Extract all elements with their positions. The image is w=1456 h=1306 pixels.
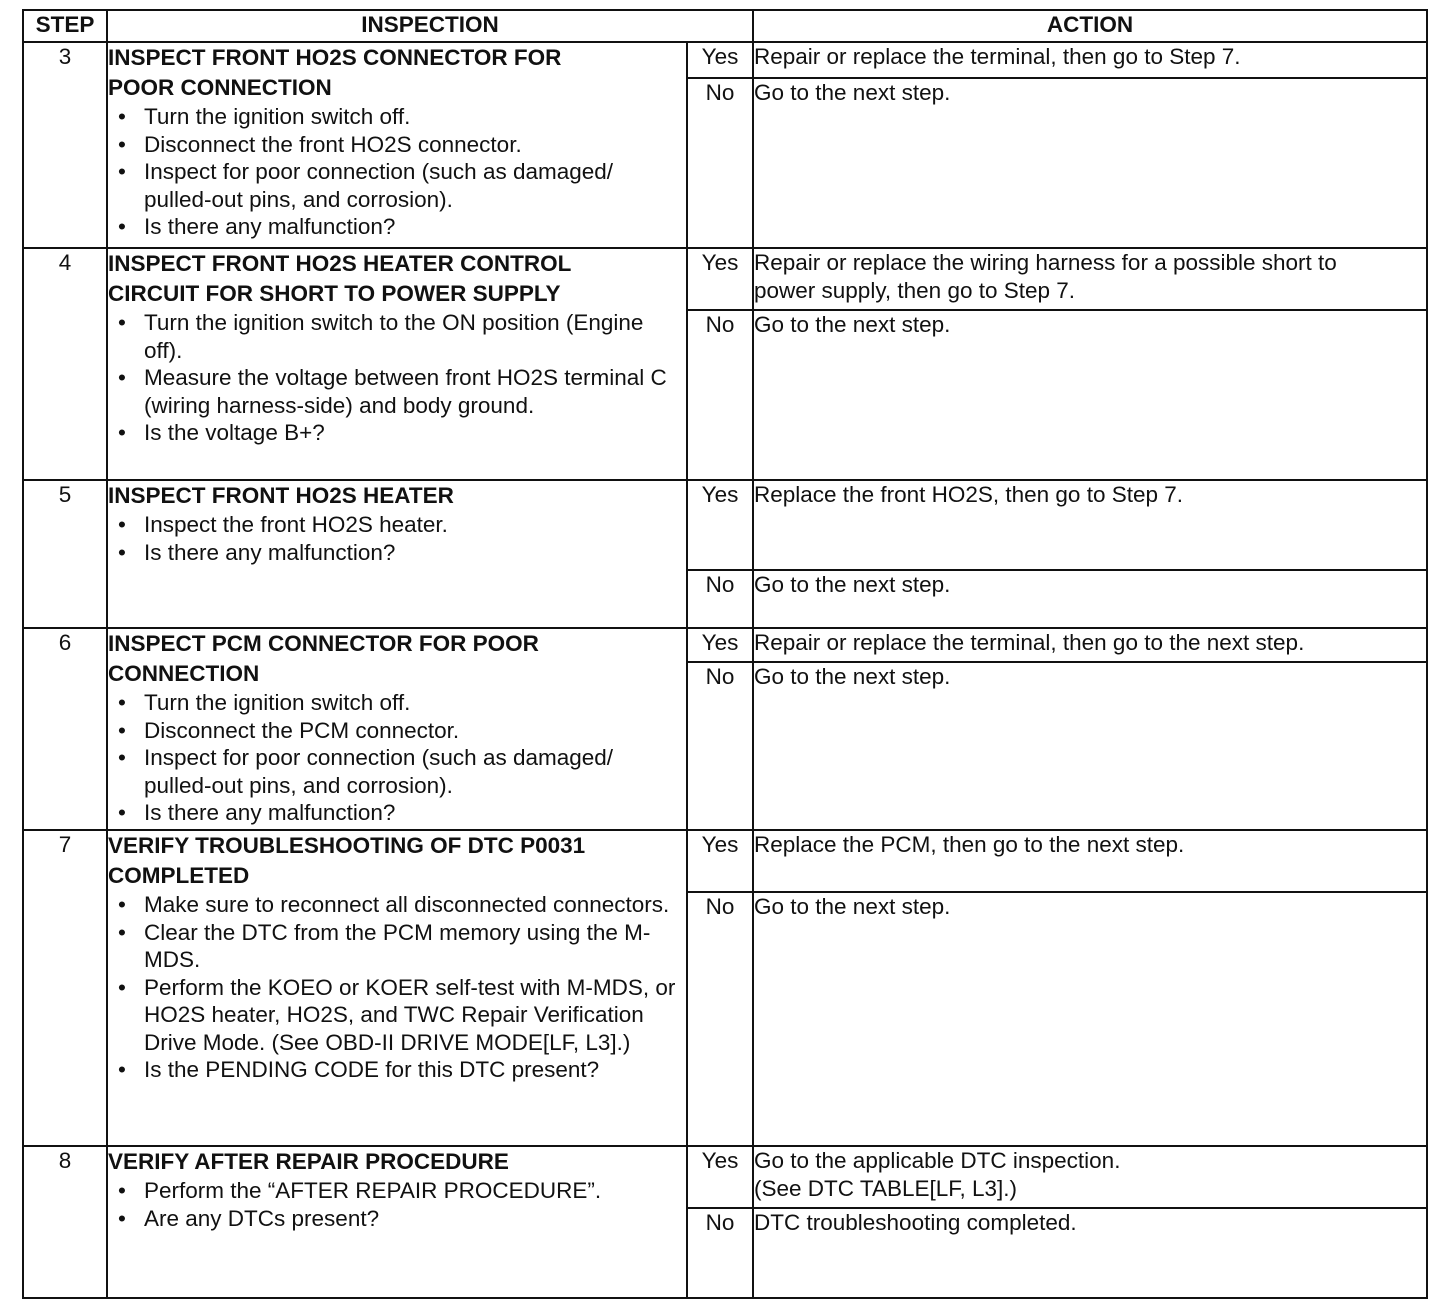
inspection-step: • Turn the ignition switch off.	[118, 689, 686, 717]
action-text: DTC troubleshooting completed.	[754, 1210, 1077, 1235]
yes-action	[753, 42, 1427, 78]
yes-action	[753, 628, 1427, 662]
step-number: 6	[23, 628, 107, 830]
inspection-title: VERIFY AFTER REPAIR PROCEDURE	[108, 1149, 509, 1174]
inspection-step: • Turn the ignition switch to the ON position (Engine off).	[118, 309, 686, 364]
table-row	[23, 1146, 1427, 1208]
action-text: Go to the next step.	[754, 572, 951, 597]
inspection-step: • Inspect for poor connection (such as damaged/ pulled-out pins, and corrosion).	[118, 158, 686, 213]
inspection-title: COMPLETED	[108, 863, 250, 888]
inspection-step: • Is the PENDING CODE for this DTC present?	[118, 1056, 686, 1084]
no-action	[753, 662, 1427, 830]
inspection-title: VERIFY TROUBLESHOOTING OF DTC P0031	[108, 833, 586, 858]
inspection-step: • Turn the ignition switch off.	[118, 103, 686, 131]
inspection-cell	[107, 480, 687, 628]
no-label: No	[687, 570, 753, 628]
yes-label: Yes	[687, 1146, 753, 1208]
no-action	[753, 78, 1427, 248]
inspection-cell	[107, 1146, 687, 1298]
inspection-step: • Make sure to reconnect all disconnected connectors.	[118, 891, 686, 919]
inspection-step: • Is there any malfunction?	[118, 539, 686, 567]
inspection-step: • Inspect the front HO2S heater.	[118, 511, 686, 539]
yes-action	[753, 830, 1427, 892]
table-row	[23, 480, 1427, 570]
inspection-header: INSPECTION	[107, 10, 753, 42]
table-row	[23, 42, 1427, 78]
step-number: 5	[23, 480, 107, 628]
action-text: Replace the front HO2S, then go to Step 7.	[754, 482, 1184, 507]
yes-action	[753, 1146, 1427, 1208]
action-text: Go to the next step.	[754, 894, 951, 919]
action-text: Repair or replace the terminal, then go to the next step.	[754, 630, 1305, 655]
action-text: (See DTC TABLE[LF, L3].)	[754, 1175, 1018, 1201]
yes-label: Yes	[687, 480, 753, 570]
table-row	[23, 248, 1427, 310]
no-action	[753, 570, 1427, 628]
inspection-steps	[108, 103, 686, 241]
yes-action	[753, 248, 1427, 310]
inspection-steps	[108, 689, 686, 827]
no-action	[753, 310, 1427, 480]
action-text: Replace the PCM, then go to the next step.	[754, 832, 1185, 857]
inspection-step: • Perform the KOEO or KOER self-test with M-MDS, or HO2S heater, HO2S, and TWC Repair Verification Drive Mode. (See OBD-II DRIVE MODE[LF, L3].)	[118, 974, 686, 1057]
step-number: 8	[23, 1146, 107, 1298]
no-action	[753, 1208, 1427, 1298]
no-label: No	[687, 892, 753, 1146]
inspection-step: • Inspect for poor connection (such as damaged/ pulled-out pins, and corrosion).	[118, 744, 686, 799]
action-text: Go to the next step.	[754, 80, 951, 105]
step-header: STEP	[23, 10, 107, 42]
action-text: Go to the applicable DTC inspection.	[754, 1148, 1121, 1173]
inspection-step: • Perform the “AFTER REPAIR PROCEDURE”.	[118, 1177, 686, 1205]
inspection-step: • Are any DTCs present?	[118, 1205, 686, 1233]
inspection-cell	[107, 628, 687, 830]
inspection-title: POOR CONNECTION	[108, 75, 332, 100]
inspection-step: • Measure the voltage between front HO2S terminal C (wiring harness-side) and body ground.	[118, 364, 686, 419]
no-label: No	[687, 310, 753, 480]
action-text: Repair or replace the terminal, then go to Step 7.	[754, 44, 1241, 69]
no-action	[753, 892, 1427, 1146]
action-text: Go to the next step.	[754, 664, 951, 689]
inspection-steps	[108, 891, 686, 1084]
yes-label: Yes	[687, 628, 753, 662]
table-row	[23, 830, 1427, 892]
inspection-title: INSPECT FRONT HO2S CONNECTOR FOR	[108, 45, 562, 70]
inspection-step: • Is the voltage B+?	[118, 419, 686, 447]
inspection-cell	[107, 830, 687, 1146]
header-row	[23, 10, 1427, 42]
no-label: No	[687, 78, 753, 248]
step-number: 4	[23, 248, 107, 480]
troubleshooting-table	[22, 9, 1428, 1299]
table-body	[23, 42, 1427, 1298]
inspection-title: CIRCUIT FOR SHORT TO POWER SUPPLY	[108, 281, 561, 306]
action-header: ACTION	[753, 10, 1427, 42]
inspection-steps	[108, 511, 686, 566]
step-number: 3	[23, 42, 107, 248]
action-text: Repair or replace the wiring harness for a possible short to	[754, 250, 1337, 275]
yes-label: Yes	[687, 830, 753, 892]
inspection-cell	[107, 42, 687, 248]
inspection-step: • Is there any malfunction?	[118, 799, 686, 827]
inspection-steps	[108, 1177, 686, 1232]
no-label: No	[687, 1208, 753, 1298]
inspection-title: INSPECT FRONT HO2S HEATER	[108, 483, 454, 508]
inspection-title: INSPECT FRONT HO2S HEATER CONTROL	[108, 251, 572, 276]
yes-label: Yes	[687, 42, 753, 78]
no-label: No	[687, 662, 753, 830]
inspection-steps	[108, 309, 686, 447]
inspection-title: CONNECTION	[108, 661, 260, 686]
inspection-step: • Disconnect the PCM connector.	[118, 717, 686, 745]
inspection-step: • Is there any malfunction?	[118, 213, 686, 241]
inspection-step: • Clear the DTC from the PCM memory using the M-MDS.	[118, 919, 686, 974]
step-number: 7	[23, 830, 107, 1146]
inspection-cell	[107, 248, 687, 480]
table-row	[23, 628, 1427, 662]
yes-action	[753, 480, 1427, 570]
action-text: Go to the next step.	[754, 312, 951, 337]
inspection-step: • Disconnect the front HO2S connector.	[118, 131, 686, 159]
inspection-title: INSPECT PCM CONNECTOR FOR POOR	[108, 631, 539, 656]
action-text: power supply, then go to Step 7.	[754, 277, 1076, 303]
yes-label: Yes	[687, 248, 753, 310]
